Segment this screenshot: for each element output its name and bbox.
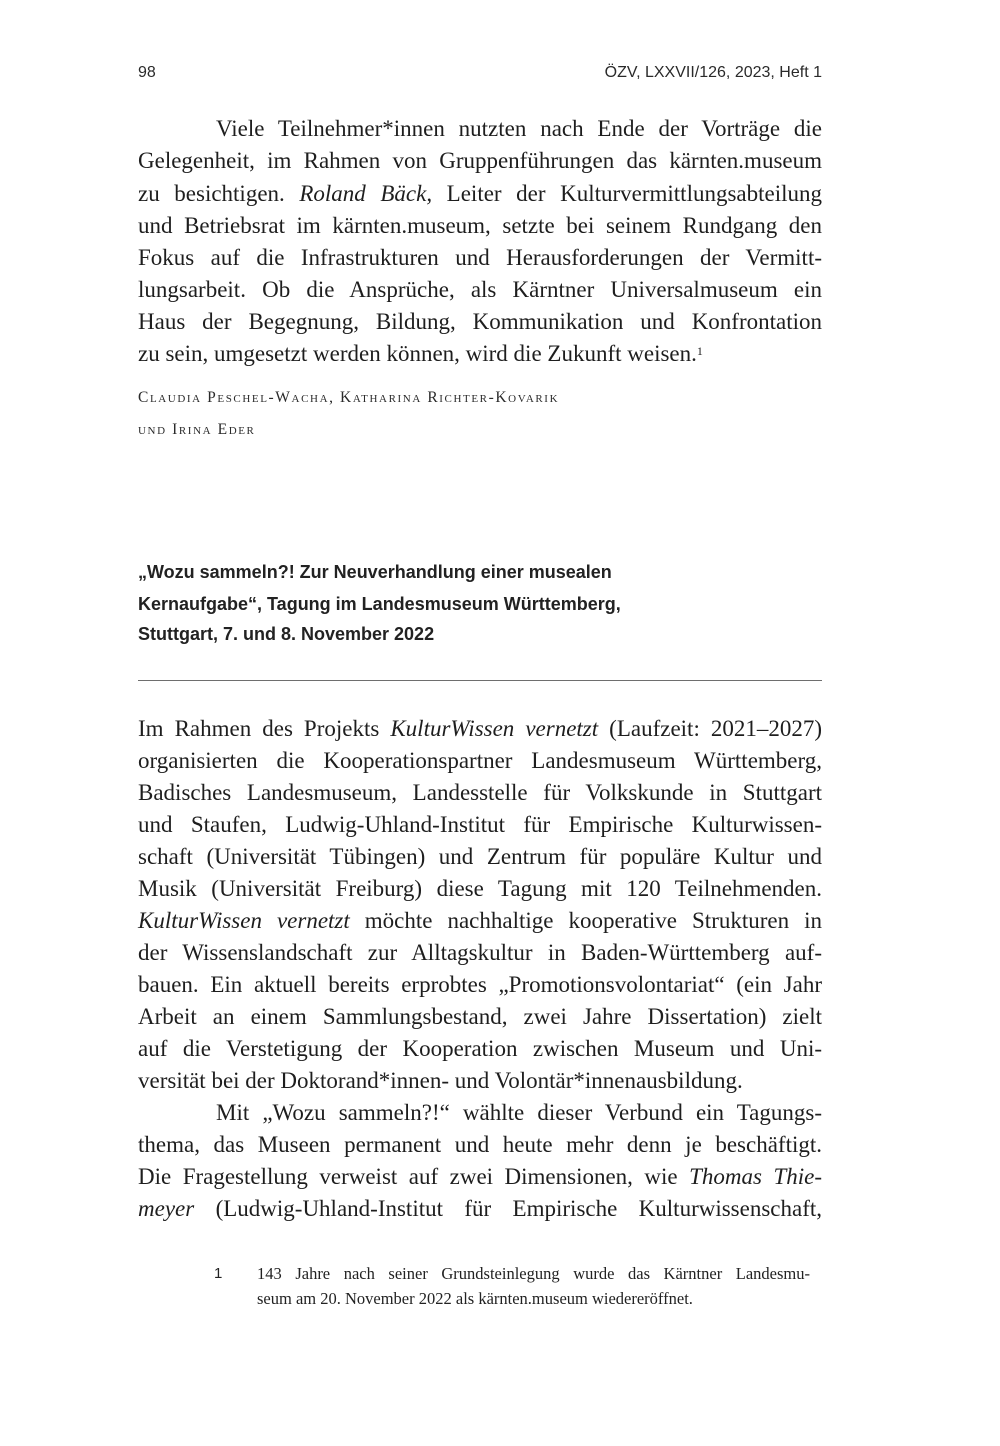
footnote-text-line: seum am 20. November 2022 als kärnten.museum wiedereröffnet.	[257, 1289, 693, 1308]
project-name: KulturWissen vernetzt	[138, 908, 350, 933]
text-line	[138, 1193, 822, 1225]
text-line	[138, 713, 822, 745]
text-line: Musik (Universität Freiburg) diese Tagung mit 120 Teilnehmenden.	[138, 876, 822, 901]
section-divider	[138, 680, 822, 681]
text-line: und Betriebsrat im kärnten.museum, setzte bei seinem Rundgang den	[138, 213, 822, 238]
report-title-line: Stuttgart, 7. und 8. November 2022	[138, 624, 435, 644]
text-line: bauen. Ein aktuell bereits erprobtes „Promotionsvolontariat“ (ein Jahr	[138, 972, 822, 997]
text-span: (Laufzeit: 2021–2027)	[609, 716, 823, 741]
project-name: KulturWissen vernetzt	[390, 716, 599, 741]
footnote-reference[interactable]: 1	[696, 344, 703, 358]
person-name-thomas-thiemeyer: meyer	[138, 1196, 195, 1221]
text-line: Viele Teilnehmer*innen nutzten nach Ende der Vorträge die	[216, 116, 822, 141]
text-line	[138, 178, 822, 210]
text-line: auf die Verstetigung der Kooperation zwischen Museum und Uni-	[138, 1036, 822, 1061]
text-line: thema, das Museen permanent und heute mehr denn je beschäftigt.	[138, 1132, 822, 1157]
text-line: schaft (Universität Tübingen) und Zentrum für populäre Kultur und	[138, 844, 822, 869]
text-line: Mit „Wozu sammeln?!“ wählte dieser Verbund ein Tagungs-	[216, 1100, 822, 1125]
text-line: Haus der Begegnung, Bildung, Kommunikation und Konfrontation	[138, 309, 822, 334]
author-byline-line-2: und Irina Eder	[138, 421, 256, 438]
text-line: Fokus auf die Infrastrukturen und Herausforderungen der Vermitt-	[138, 245, 822, 270]
running-head	[138, 64, 822, 88]
text-line: versität bei der Doktorand*innen- und Volontär*innenausbildung.	[138, 1068, 743, 1093]
text-line	[138, 905, 822, 937]
footnote-text-line: 143 Jahre nach seiner Grundsteinlegung wurde das Kärntner Landesmu-	[257, 1264, 810, 1283]
text-line	[138, 338, 822, 370]
text-span: (Ludwig-Uhland-Institut für Empirische Kulturwissenschaft,	[215, 1196, 823, 1221]
footnote-number: 1	[214, 1265, 223, 1282]
text-span: Leiter der Kulturvermittlungsabteilung	[446, 181, 822, 206]
journal-reference: ÖZV, LXXVII/126, 2023, Heft 1	[604, 64, 822, 81]
text-span: zu besichtigen.	[138, 181, 285, 206]
text-line: Arbeit an einem Sammlungsbestand, zwei Jahre Dissertation) zielt	[138, 1004, 822, 1029]
text-span: Im Rahmen des Projekts	[138, 716, 380, 741]
text-line: lungsarbeit. Ob die Ansprüche, als Kärntner Universalmuseum ein	[138, 277, 822, 302]
text-line: Badisches Landesmuseum, Landesstelle für Volkskunde in Stuttgart	[138, 780, 822, 805]
text-line	[138, 1161, 822, 1193]
text-line: organisierten die Kooperationspartner Landesmuseum Württemberg,	[138, 748, 822, 773]
report-title-line: Kernaufgabe“, Tagung im Landesmuseum Württemberg,	[138, 594, 621, 614]
person-name-roland-baeck: Roland Bäck,	[299, 181, 433, 206]
text-span: möchte nachhaltige kooperative Strukturen in	[364, 908, 822, 933]
author-byline-line-1: Claudia Peschel-Wacha, Katharina Richter-Kovarik	[138, 389, 560, 406]
person-name-thomas-thiemeyer: Thomas Thie-	[689, 1164, 822, 1189]
text-line: der Wissenslandschaft zur Alltagskultur in Baden-Württemberg auf-	[138, 940, 822, 965]
text-line: Gelegenheit, im Rahmen von Gruppenführungen das kärnten.museum	[138, 148, 822, 173]
text-span: Die Fragestellung verweist auf zwei Dimensionen, wie	[138, 1164, 678, 1189]
text-span: zu sein, umgesetzt werden können, wird die Zukunft weisen.	[138, 341, 697, 366]
text-line: und Staufen, Ludwig-Uhland-Institut für Empirische Kulturwissen-	[138, 812, 822, 837]
page-number: 98	[138, 64, 156, 81]
report-title-line: „Wozu sammeln?! Zur Neuverhandlung einer musealen	[138, 562, 612, 582]
